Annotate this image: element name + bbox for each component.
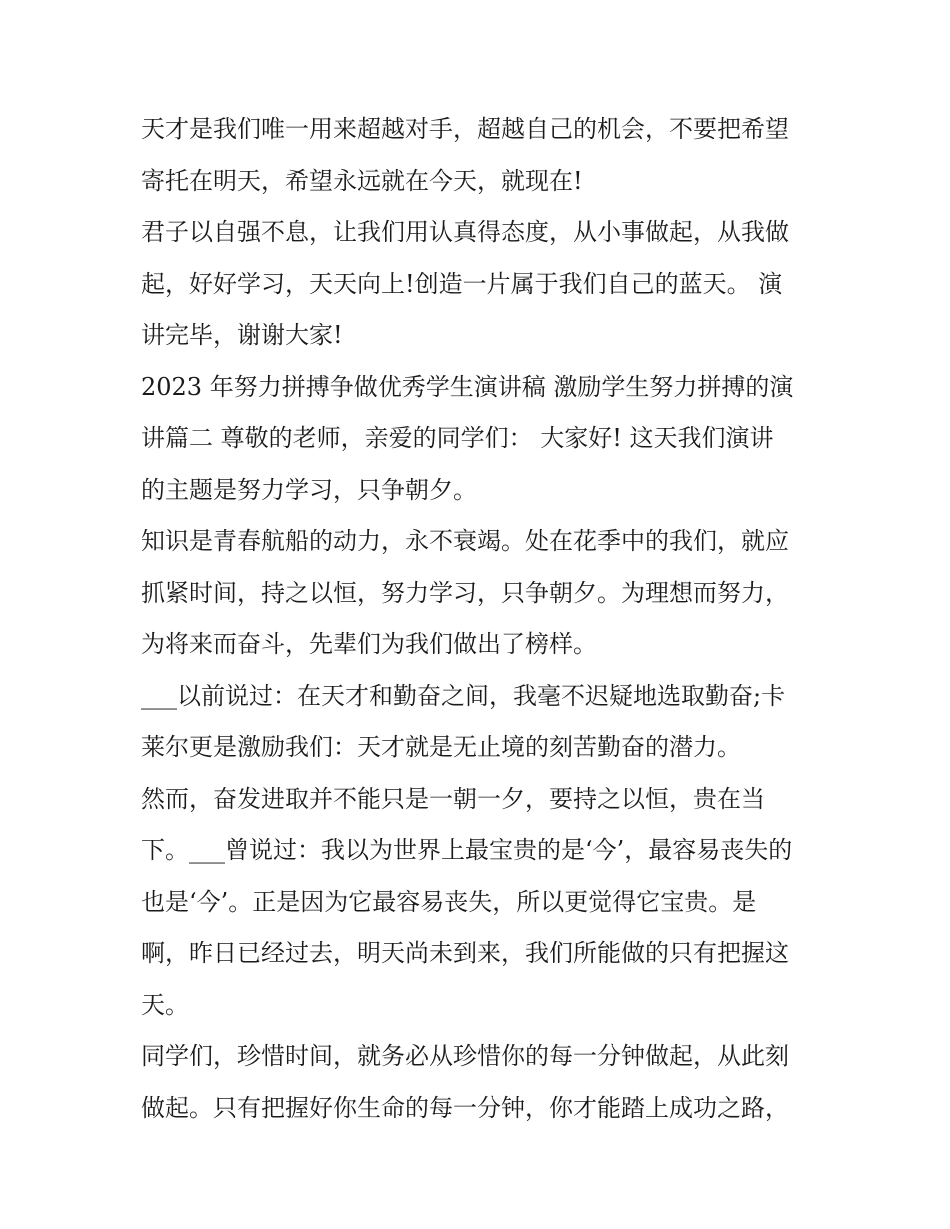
text-line: 君子以自强不息，让我们用认真得态度，从小事做起，从我做 — [141, 218, 789, 246]
text-line: 寄托在明天，希望永远就在今天，就现在! — [141, 166, 583, 195]
text-line: 知识是青春航船的动力，永不衰竭。处在花季中的我们，就应 — [141, 527, 789, 555]
text-line: 莱尔更是激励我们：天才就是无止境的刻苦勤奋的潜力。 — [141, 733, 741, 761]
text-line: 做起。只有把握好你生命的每一分钟，你才能踏上成功之路， — [141, 1093, 789, 1122]
text-line: 也是‘今’。正是因为它最容易丧失，所以更觉得它宝贵。是 — [141, 887, 757, 916]
text-line: 啊，昨日已经过去，明天尚未到来，我们所能做的只有把握这 — [141, 939, 789, 967]
text-line: ___以前说过：在天才和勤奋之间，我毫不迟疑地选取勤奋;卡 — [141, 681, 786, 710]
text-line: 天。 — [141, 990, 189, 1019]
text-line: 抓紧时间，持之以恒，努力学习，只争朝夕。为理想而努力， — [141, 578, 789, 607]
text-line: 下。___曾说过：我以为世界上最宝贵的是‘今’，最容易丧失的 — [141, 836, 793, 864]
text-line: 的主题是努力学习，只争朝夕。 — [141, 475, 477, 504]
text-line: 起，好好学习，天天向上!创造一片属于我们自己的蓝天。 演 — [141, 269, 783, 298]
text-line: 天才是我们唯一用来超越对手，超越自己的机会，不要把希望 — [141, 115, 789, 143]
text-line: 2023 年努力拼搏争做优秀学生演讲稿 激励学生努力拼搏的演 — [141, 372, 794, 401]
text-line: 为将来而奋斗，先辈们为我们做出了榜样。 — [141, 630, 597, 658]
text-line: 讲篇二 尊敬的老师，亲爱的同学们： 大家好! 这天我们演讲 — [141, 424, 774, 452]
text-line: 然而，奋发进取并不能只是一朝一夕，要持之以恒，贵在当 — [141, 784, 765, 813]
text-line: 讲完毕，谢谢大家! — [141, 321, 343, 349]
document-page — [141, 104, 821, 1134]
text-line: 同学们，珍惜时间，就务必从珍惜你的每一分钟做起，从此刻 — [141, 1042, 789, 1070]
